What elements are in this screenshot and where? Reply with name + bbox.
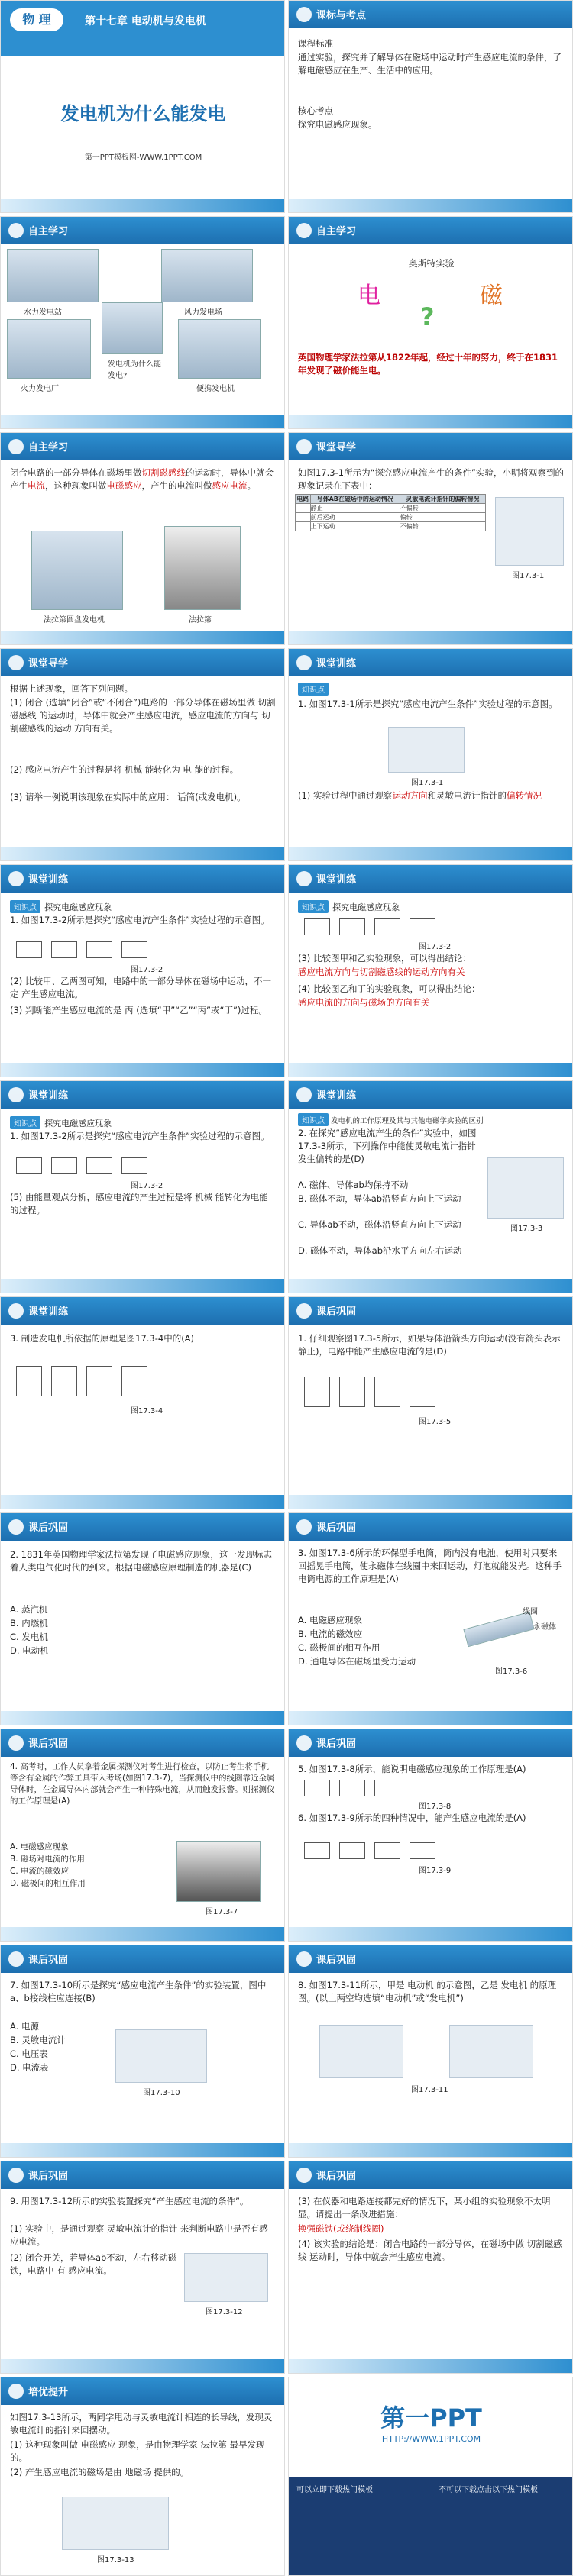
question-text: 8. 如图17.3-11所示，甲是 电动机 的示意图，乙是 发电机 的原理图。(以上两空均选填“电动机”或“发电机”) (298, 1980, 557, 2003)
four-diagrams (299, 1842, 440, 1862)
slide-4 (288, 216, 573, 429)
question-1: (1) 这种现象叫做 电磁感应 现象，是由物理学家 法拉第 最早发现的。 (10, 2439, 265, 2463)
faraday-portrait (164, 526, 241, 610)
question-text: 2. 1831年英国物理学家法拉第发现了电磁感应现象，这一发现标志着人类电气化时代的到来。根据电磁感应原理制造的机器是(C) (10, 1549, 272, 1573)
option-d: D. 磁极间的相互作用 (10, 1879, 86, 1888)
question-1: (1) 闭合 (选填“闭合”或“不闭合”)电路的一部分导体在磁场里做 切割磁感线 的运动时，导体中就会产生感应电流，感应电流的方向与 切割磁感线的运动 方向有关。 (10, 697, 276, 734)
option-c: C. 电流的磁效应 (10, 1867, 70, 1876)
caption: 风力发电场 (184, 308, 222, 317)
disc-generator-photo (31, 531, 123, 610)
rope-figure (62, 2497, 169, 2550)
option-a: A. 电磁感应现象 (298, 1615, 362, 1625)
figure-caption: 图17.3-12 (206, 2308, 243, 2316)
question-3: (3) 比较图甲和乙实验现象，可以得出结论： (298, 953, 471, 964)
core-text: 探究电磁感应现象。 (298, 119, 377, 130)
question-5: (5) 由能量观点分析，感应电流的产生过程是将 机械 能转化为电能的过程。 (10, 1192, 268, 1215)
slide-10 (288, 864, 573, 1077)
figure-caption: 图17.3-5 (419, 1418, 452, 1426)
four-diagrams (11, 1366, 152, 1399)
slide-1 (0, 0, 285, 213)
slide-header: 课后巩固 (316, 1306, 357, 1318)
slide-header: 课后巩固 (316, 2171, 357, 2182)
question-3: (3) 请举一例说明该现象在实际中的应用： 话筒(或发电机)。 (10, 792, 246, 802)
slide-6 (288, 432, 573, 645)
question-text: 4. 高考时，工作人员拿着金属探测仪对考生进行检查，以防止考生将手机等含有金属的作弊工具带入考场(如图17.3-7)，当探测仪中的线圈靠近金属导体时，在金属导体内部就会产生一种特殊电流，从而触发报警。则探测仪的工作原理是(A) (10, 1762, 275, 1806)
intro-text: 根据上述现象，回答下列问题。 (10, 683, 133, 694)
apparatus-figure (487, 1157, 564, 1219)
question-2: (2) 比较甲、乙两图可知，电路中的一部分导体在磁场中运动，不一定 产生感应电流。 (10, 976, 271, 999)
question-5: 5. 如图17.3-8所示，能说明电磁感应现象的工作原理是(A) (298, 1764, 526, 1774)
question-6: 6. 如图17.3-9所示的四种情况中，能产生感应电流的是(A) (298, 1813, 526, 1823)
slide-21 (0, 2161, 285, 2374)
slide-header: 课堂导学 (316, 442, 357, 454)
hydro-photo (7, 249, 99, 302)
figure-caption: 图17.3-1 (411, 779, 444, 787)
figure-caption: 图17.3-8 (419, 1803, 452, 1811)
slide-header: 课堂训练 (316, 1090, 357, 1102)
option-b: B. 磁场对电流的作用 (10, 1855, 85, 1864)
figure-caption: 图17.3-2 (131, 1182, 163, 1190)
question-1: (1) 实验中，是通过观察 灵敏电流计的指针 来判断电路中是否有感应电流。 (10, 2223, 268, 2247)
apparatus-figure (115, 2029, 207, 2083)
caption: 发电机为什么能发电? (108, 360, 161, 380)
slide-5 (0, 432, 285, 645)
question-4: (4) 比较图乙和丁的实验现象，可以得出结论： (298, 983, 481, 994)
figure-caption: 图17.3-10 (143, 2089, 180, 2097)
slide-15 (0, 1512, 285, 1725)
wind-photo (161, 249, 253, 302)
question-3: (3) 判断能产生感应电流的是 丙 (选填“甲”“乙”“丙”或“丁”)过程。 (10, 1005, 267, 1015)
slide-14 (288, 1296, 573, 1509)
brand-logo: 第一PPT (380, 2403, 482, 2432)
section-label: 知识点 探究电磁感应现象 (10, 1115, 112, 1129)
generator-figure (449, 2025, 533, 2078)
slide-12 (288, 1080, 573, 1293)
caption: 便携发电机 (196, 385, 235, 393)
slide-header: 课后巩固 (316, 1955, 357, 1966)
question-text: 1. 如图17.3-2所示是探究“感应电流产生条件”实验过程的示意图。 (10, 915, 270, 925)
apparatus-figure (184, 2253, 268, 2302)
slide-3 (0, 216, 285, 429)
slide-header: 自主学习 (28, 442, 69, 454)
option-d: D. 电动机 (10, 1645, 49, 1656)
links-panel: 可以立即下载热门模板 不可以下载点击以下热门模板 (289, 2477, 573, 2576)
caption: 火力发电厂 (21, 385, 59, 393)
question-mark: ? (420, 302, 435, 331)
question-text: 1. 如图17.3-1所示是探究“感应电流产生条件”实验过程的示意图。 (298, 699, 558, 709)
magnet-char: 磁 (480, 282, 503, 309)
answer-3: 换强磁铁(或绕制线圈) (298, 2223, 384, 2234)
slide-16 (288, 1512, 573, 1725)
caption: 法拉第圆盘发电机 (44, 616, 105, 625)
slide-header: 课堂训练 (28, 874, 69, 886)
portable-generator-photo (178, 319, 261, 379)
core-label: 核心考点 (298, 105, 333, 116)
option-a: A. 电磁感应现象 (10, 1842, 69, 1851)
slide-header: 自主学习 (316, 226, 357, 237)
option-a: A. 电源 (10, 2021, 39, 2032)
motor-figure (319, 2025, 403, 2078)
slide-22 (288, 2161, 573, 2374)
option-c: C. 磁极间的相互作用 (298, 1642, 380, 1653)
chapter-title: 第十七章 电动机与发电机 (85, 15, 206, 27)
section-label: 知识点 发电机的工作原理及其与其他电磁学实验的区别 (298, 1113, 484, 1126)
slide-header: 课标与考点 (316, 10, 367, 21)
question-text: 1. 如图17.3-2所示是探究“感应电流产生条件”实验过程的示意图。 (10, 1131, 270, 1141)
brand-url: HTTP://WWW.1PPT.COM (381, 2434, 481, 2444)
knowledge-tag: 知识点 (298, 683, 329, 696)
answer-line: (1) 实验过程中通过观察运动方向和灵敏电流计指针的偏转情况 (298, 790, 542, 801)
option-c: C. 发电机 (10, 1632, 48, 1642)
option-b: B. 磁体不动，导体ab沿竖直方向上下运动 (298, 1193, 461, 1204)
option-a: A. 磁体、导体ab均保持不动 (298, 1180, 409, 1190)
slide-20 (288, 1945, 573, 2158)
coil-label: 线圈 (523, 1608, 538, 1616)
four-diagrams (11, 941, 152, 961)
four-diagrams (299, 918, 440, 938)
slide-header: 课后巩固 (316, 1738, 357, 1750)
slide-header: 课后巩固 (28, 1522, 69, 1534)
four-diagrams (299, 1377, 440, 1410)
slide-header: 课堂导学 (28, 658, 69, 670)
question-2: (2) 闭合开关，若导体ab不动，左右移动磁铁，电路中 有 感应电流。 (10, 2252, 177, 2276)
standard-text: 通过实验，探究并了解导体在磁场中运动时产生感应电流的条件，了解电磁感应在生产、生活中的应用。 (298, 52, 562, 76)
footer-text: 第一PPT模板网-WWW.1PPT.COM (84, 153, 202, 162)
option-d: D. 磁体不动，导体ab沿水平方向左右运动 (298, 1245, 462, 1256)
option-c: C. 导体ab不动，磁体沿竖直方向上下运动 (298, 1219, 461, 1230)
slide-11 (0, 1080, 285, 1293)
slide-13 (0, 1296, 285, 1509)
four-diagrams (11, 1157, 152, 1177)
slide-header: 课堂训练 (28, 1090, 69, 1102)
slide-header: 自主学习 (28, 226, 69, 237)
question-text: 7. 如图17.3-10所示是探究“感应电流产生条件”的实验装置，图中a、b接线柱应连接(B) (10, 1980, 267, 2003)
slide-19 (0, 1945, 285, 2158)
slide-header: 培优提升 (28, 2387, 69, 2398)
slide-18 (288, 1729, 573, 1942)
flashlight-figure (463, 1612, 534, 1647)
slide-header: 课后巩固 (316, 1522, 357, 1534)
detector-photo (176, 1841, 261, 1902)
faraday-text: 英国物理学家法拉第从1822年起，经过十年的努力，终于在1831年发现了磁价能生电。 (298, 352, 558, 376)
question-text: 3. 如图17.3-6所示的环保型手电筒，筒内没有电池，使用时只要来回摇晃手电筒，使永磁体在线圈中来回运动，灯泡就能发光。这种手电筒电源的工作原理是(A) (298, 1548, 562, 1584)
slide-7 (0, 648, 285, 861)
option-d: D. 通电导体在磁场里受力运动 (298, 1656, 416, 1667)
question-2: (2) 感应电流产生的过程是将 机械 能转化为 电 能的过程。 (10, 764, 239, 775)
question-3: (3) 在仪器和电路连接都完好的情况下，某小组的实验现象不太明显。请提出一条改进措施： (298, 2196, 551, 2219)
slide-9 (0, 864, 285, 1077)
figure-caption: 图17.3-9 (419, 1867, 452, 1875)
question-4: (4) 该实验的结论是：闭合电路的一部分导体，在磁场中做 切割磁感线 运动时，导体中就会产生感应电流。 (298, 2239, 562, 2262)
question-text: 9. 用图17.3-12所示的实验装置探究“产生感应电流的条件”。 (10, 2196, 249, 2206)
figure-caption: 图17.3-2 (419, 943, 452, 951)
apparatus-figure (495, 497, 564, 566)
answer-3: 感应电流方向与切割磁感线的运动方向有关 (298, 967, 465, 977)
figure-caption: 图17.3-11 (411, 2086, 448, 2094)
four-diagrams (299, 1780, 440, 1800)
question-2: (2) 产生感应电流的磁场是由 地磁场 提供的。 (10, 2467, 189, 2478)
slide-header: 课后巩固 (28, 2171, 69, 2182)
figure-caption: 图17.3-6 (495, 1667, 528, 1676)
electric-char: 电 (358, 282, 380, 309)
generator-photo (102, 302, 163, 354)
slide-header: 课堂训练 (316, 874, 357, 886)
question-text: 1. 仔细观察图17.3-5所示，如果导体沿箭头方向运动(没有箭头表示静止)，电路中能产生感应电流的是(D) (298, 1333, 561, 1357)
magnet-label: 永磁体 (533, 1623, 556, 1632)
subject-badge: 物 理 (10, 8, 63, 31)
slide-23 (0, 2377, 285, 2576)
caption: 法拉第 (189, 616, 212, 625)
question-text: 2. 在探究“感应电流产生的条件”实验中，如图17.3-3所示，下列操作中能使灵敏电流计指针发生偏转的是(D) (298, 1128, 477, 1164)
option-b: B. 电流的磁效应 (298, 1629, 363, 1639)
slide-8 (288, 648, 573, 861)
apparatus-figure (388, 727, 465, 773)
section-label: 知识点 探究电磁感应现象 (10, 899, 112, 913)
slide-2 (288, 0, 573, 213)
option-d: D. 电流表 (10, 2062, 49, 2073)
question-text: 3. 制造发电机所依据的原理是图17.3-4中的(A) (10, 1333, 195, 1344)
page-title: 发电机为什么能发电 (60, 103, 226, 124)
experiment-label: 奥斯特实验 (408, 258, 455, 269)
thermal-photo (7, 319, 91, 379)
option-b: B. 灵敏电流计 (10, 2035, 66, 2045)
slide-header: 课堂训练 (28, 1306, 69, 1318)
section-label: 知识点 探究电磁感应现象 (298, 899, 400, 913)
figure-caption: 图17.3-2 (131, 966, 163, 974)
slide-24 (288, 2377, 573, 2576)
slide-header: 课后巩固 (28, 1955, 69, 1966)
option-b: B. 内燃机 (10, 1618, 48, 1629)
slide-header: 课后巩固 (28, 1738, 69, 1750)
figure-caption: 图17.3-13 (97, 2556, 134, 2565)
option-a: A. 蒸汽机 (10, 1604, 48, 1615)
results-table: 电路 导体AB在磁场中的运动情况 灵敏电流计指针的偏转情况 静止 不偏转 前后运动 偏转 上下运动 不偏转 (295, 494, 486, 531)
option-c: C. 电压表 (10, 2048, 48, 2059)
figure-caption: 图17.3-3 (510, 1225, 543, 1233)
figure-caption: 图17.3-4 (131, 1407, 163, 1416)
standard-label: 课程标准 (298, 38, 333, 49)
caption: 水力发电站 (24, 308, 62, 317)
figure-caption: 图17.3-1 (512, 572, 545, 580)
answer-4: 感应电流的方向与磁场的方向有关 (298, 997, 430, 1008)
figure-caption: 图17.3-7 (206, 1908, 238, 1916)
slide-header: 课堂训练 (316, 658, 357, 670)
question-text: 如图17.3-13所示，两同学甩动与灵敏电流计相连的长导线，发现灵敏电流计的指针来回摆动。 (10, 2412, 273, 2436)
definition: 闭合电路的一部分导体在磁场里做切割磁感线的运动时，导体中就会产生电流，这种现象叫做电磁感应，产生的电流叫做感应电流。 (10, 467, 274, 491)
slide-17 (0, 1729, 285, 1942)
intro-text: 如图17.3-1所示为“探究感应电流产生的条件”实验，小明将观察到的现象记录在下表中： (298, 467, 564, 491)
